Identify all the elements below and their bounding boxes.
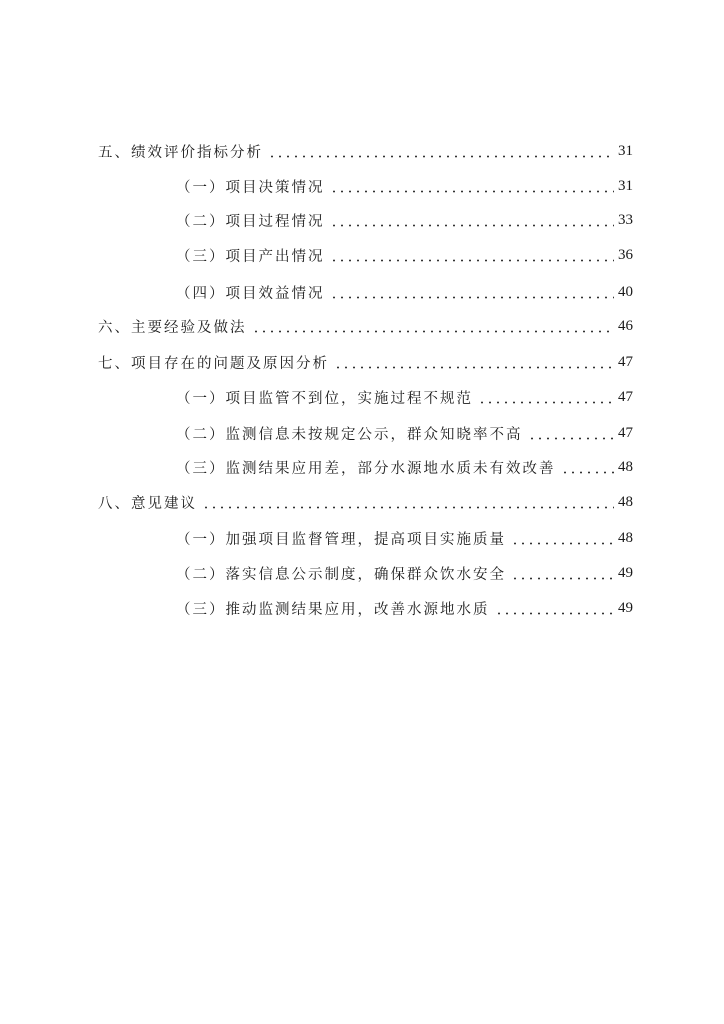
- toc-entry-title: （二）项目过程情况: [176, 213, 325, 230]
- toc-dot-leader: [330, 190, 615, 193]
- toc-entry[interactable]: [176, 280, 633, 304]
- toc-dot-leader: [511, 542, 614, 545]
- toc-entry-title: （二）落实信息公示制度，确保群众饮水安全: [176, 566, 506, 583]
- toc-entry-title: （三）监测结果应用差，部分水源地水质未有效改善: [176, 460, 556, 477]
- toc-entry[interactable]: [176, 243, 633, 267]
- toc-entry[interactable]: [176, 385, 633, 409]
- toc-dot-leader: [252, 330, 615, 333]
- toc-entry-title: 七、项目存在的问题及原因分析: [98, 355, 329, 372]
- toc-page-number: 49: [618, 599, 633, 616]
- toc-page-number: 49: [618, 564, 633, 581]
- toc-dot-leader: [528, 437, 615, 440]
- toc-entry-title: （一）项目决策情况: [176, 179, 325, 196]
- toc-entry-title: （四）项目效益情况: [176, 285, 325, 302]
- toc-entry[interactable]: [98, 490, 633, 514]
- toc-dot-leader: [268, 155, 614, 158]
- toc-entry-title: 五、绩效评价指标分析: [98, 144, 263, 161]
- toc-dot-leader: [330, 224, 615, 227]
- toc-entry-title: （三）推动监测结果应用，改善水源地水质: [176, 601, 490, 618]
- toc-entry-title: （一）项目监管不到位，实施过程不规范: [176, 390, 473, 407]
- toc-entry-title: （一）加强项目监督管理，提高项目实施质量: [176, 531, 506, 548]
- toc-entry-title: （二）监测信息未按规定公示，群众知晓率不高: [176, 426, 523, 443]
- toc-page-number: 31: [618, 177, 633, 194]
- toc-entry-title: （三）项目产出情况: [176, 248, 325, 265]
- toc-entry[interactable]: [176, 596, 633, 620]
- toc-page-number: 48: [618, 493, 633, 510]
- toc-entry[interactable]: [176, 421, 633, 445]
- toc-entry[interactable]: [176, 208, 633, 232]
- toc-dot-leader: [511, 577, 614, 580]
- toc-dot-leader: [202, 506, 614, 509]
- toc-page-number: 40: [618, 283, 633, 300]
- toc-dot-leader: [330, 259, 615, 262]
- toc-dot-leader: [334, 366, 614, 369]
- toc-entry[interactable]: [176, 455, 633, 479]
- toc-dot-leader: [495, 612, 615, 615]
- toc-dot-leader: [330, 296, 615, 299]
- toc-entry[interactable]: [98, 139, 633, 163]
- toc-dot-leader: [478, 401, 614, 404]
- toc-page-number: 48: [618, 458, 633, 475]
- toc-page-number: 47: [618, 424, 633, 441]
- toc-dot-leader: [561, 471, 615, 474]
- toc-page-number: 48: [618, 529, 633, 546]
- toc-entry-title: 六、主要经验及做法: [98, 319, 247, 336]
- toc-entry[interactable]: [176, 174, 633, 198]
- toc-entry-title: 八、意见建议: [98, 495, 197, 512]
- toc-page-number: 46: [618, 317, 633, 334]
- toc-entry[interactable]: [98, 314, 633, 338]
- toc-page-number: 33: [618, 211, 633, 228]
- toc-entry[interactable]: [98, 350, 633, 374]
- toc-page-number: 31: [618, 142, 633, 159]
- toc-entry[interactable]: [176, 526, 633, 550]
- toc-entry[interactable]: [176, 561, 633, 585]
- toc-page-number: 47: [618, 353, 633, 370]
- toc-page-number: 36: [618, 246, 633, 263]
- toc-page-number: 47: [618, 388, 633, 405]
